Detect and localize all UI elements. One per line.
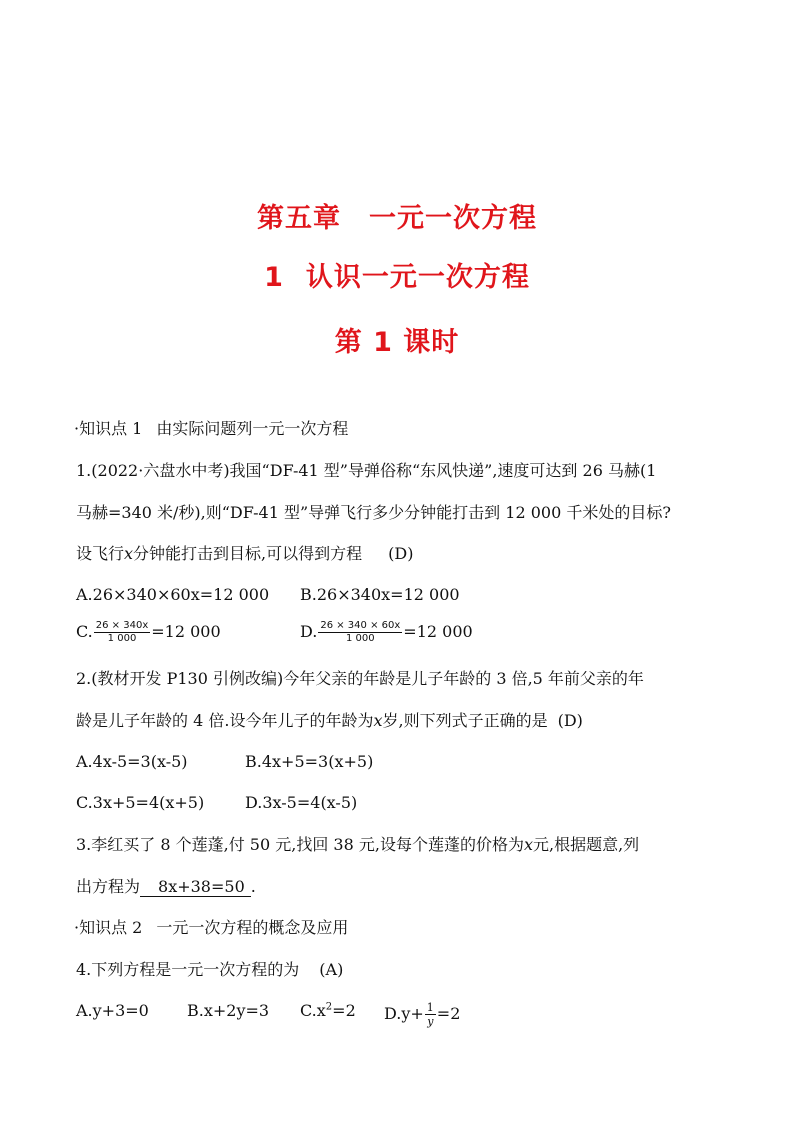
- q4-option-c: [300, 1001, 356, 1021]
- section-name: 认识一元一次方程: [305, 262, 530, 293]
- q3-text: 出方程为: [76, 877, 141, 896]
- fraction: [318, 620, 402, 645]
- q1-option-c: [76, 620, 221, 645]
- q4-answer: (A): [319, 960, 344, 979]
- option-prefix: D.: [300, 622, 318, 641]
- q2-line-1: 2.(教材开发 P130 引例改编)今年父亲的年龄是儿子年龄的 3 倍,5 年前父亲的年: [76, 669, 644, 688]
- q3-text: 3.李红买了 8 个莲蓬,付 50 元,找回 38 元,设每个莲蓬的价格为: [76, 835, 524, 854]
- q2-option-a: A.4x-5=3(x-5): [76, 752, 188, 771]
- q1-variable: x: [124, 544, 134, 563]
- knowledge-point-2: [74, 918, 348, 938]
- option-suffix: =2: [436, 1004, 461, 1023]
- kp-label: ·知识点 1: [74, 419, 143, 438]
- q2-option-b: B.4x+5=3(x+5): [245, 752, 374, 771]
- chapter-title: [0, 196, 794, 235]
- q4-stem: [76, 960, 343, 980]
- q1-option-b: B.26×340x=12 000: [300, 585, 460, 604]
- q4-option-b: B.x+2y=3: [187, 1001, 270, 1020]
- q3-answer-blank: 8x+38=50: [140, 878, 251, 897]
- q1-line-1: 1.(2022·六盘水中考)我国“DF-41 型”导弹俗称“东风快递”,速度可达到 26 马赫(1: [76, 461, 657, 480]
- fraction-denominator: 1 000: [107, 633, 137, 644]
- kp-label: ·知识点 2: [74, 918, 143, 937]
- q1-answer: (D): [388, 544, 414, 563]
- fraction-denominator: 1 000: [345, 633, 375, 644]
- q2-line-2: [76, 711, 583, 731]
- q1-option-a: A.26×340×60x=12 000: [76, 585, 270, 604]
- knowledge-point-1: [74, 419, 348, 439]
- q1-text: 分钟能打击到目标,可以得到方程: [133, 544, 363, 563]
- kp-text: 一元一次方程的概念及应用: [156, 918, 349, 937]
- q2-option-d: D.3x-5=4(x-5): [245, 793, 358, 812]
- q4-option-a: A.y+3=0: [76, 1001, 149, 1020]
- fraction-numerator: 26 × 340x: [95, 620, 149, 631]
- chapter-name: 一元一次方程: [369, 203, 537, 234]
- q1-option-d: [300, 620, 473, 645]
- option-base: C.x: [300, 1001, 326, 1020]
- chapter-label: 第五章: [257, 203, 341, 234]
- kp-text: 由实际问题列一元一次方程: [156, 419, 349, 438]
- q3-text: 元,根据题意,列: [532, 835, 640, 854]
- q4-option-d: [384, 1001, 460, 1028]
- q4-text: 4.下列方程是一元一次方程的为: [76, 960, 300, 979]
- fraction-numerator: 26 × 340 × 60x: [320, 620, 401, 631]
- option-prefix: C.: [76, 622, 93, 641]
- option-suffix: =12 000: [403, 622, 473, 641]
- section-number: 1: [264, 262, 284, 293]
- q3-variable: x: [523, 835, 533, 854]
- q1-line-2: 马赫=340 米/秒),则“DF-41 型”导弹飞行多少分钟能打击到 12 000 千米处的目标?: [76, 503, 671, 522]
- section-title: [0, 255, 794, 294]
- q3-line-1: [76, 835, 639, 855]
- q2-variable: x: [373, 711, 383, 730]
- q2-option-c: C.3x+5=4(x+5): [76, 793, 205, 812]
- q2-text: 龄是儿子年龄的 4 倍.设今年儿子的年龄为: [76, 711, 374, 730]
- q1-text: 设飞行: [76, 544, 125, 563]
- option-suffix: =12 000: [151, 622, 221, 641]
- lesson-title: 第 1 课时: [334, 327, 460, 358]
- q3-text: .: [250, 877, 256, 896]
- fraction-numerator: 1: [426, 1001, 434, 1014]
- fraction: [94, 620, 150, 645]
- q2-text: 岁,则下列式子正确的是: [382, 711, 548, 730]
- q3-line-2: [76, 877, 256, 897]
- option-suffix: =2: [332, 1001, 356, 1020]
- option-prefix: D.y+: [384, 1004, 424, 1023]
- exponent: 2: [325, 1001, 333, 1013]
- fraction: [425, 1001, 436, 1028]
- fraction-denominator: y: [427, 1015, 434, 1028]
- q1-line-3: [76, 544, 413, 564]
- q2-answer: (D): [557, 711, 583, 730]
